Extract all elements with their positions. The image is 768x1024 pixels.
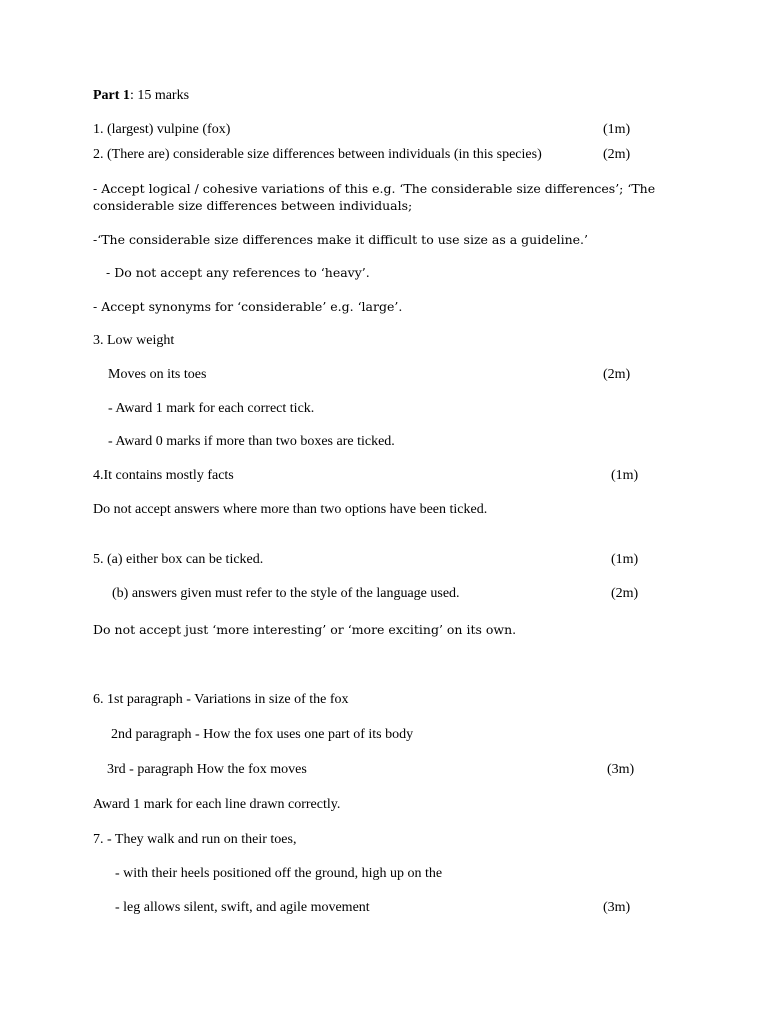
q5a-answer: 5. (a) either box can be ticked. <box>93 552 264 567</box>
q2-note-accept-line1: - Accept logical / cohesive variations of this e.g. ‘The considerable size differences’; ‘The <box>93 181 656 196</box>
q6-mark: (3m) <box>607 762 635 777</box>
part-heading <box>93 87 189 104</box>
q6-answer-line1: 6. 1st paragraph - Variations in size of the fox <box>93 692 349 707</box>
q7-answer-line2: - with their heels positioned off the ground, high up on the <box>115 866 443 881</box>
q6-note: Award 1 mark for each line drawn correctly. <box>93 797 341 812</box>
q3-answer-line2: Moves on its toes <box>108 367 207 382</box>
q1-mark: (1m) <box>603 122 631 137</box>
q5a-mark: (1m) <box>611 552 639 567</box>
q2-answer: 2. (There are) considerable size differences between individuals (in this species) <box>93 147 542 162</box>
q7-mark: (3m) <box>603 900 631 915</box>
q6-answer-line2: 2nd paragraph - How the fox uses one part of its body <box>111 727 414 742</box>
q4-answer: 4.It contains mostly facts <box>93 468 234 483</box>
q2-mark: (2m) <box>603 147 631 162</box>
q4-note: Do not accept answers where more than two options have been ticked. <box>93 502 488 517</box>
q2-note-accept-line2: considerable size differences between individuals; <box>93 198 413 213</box>
q1-answer: 1. (largest) vulpine (fox) <box>93 122 231 137</box>
q4-mark: (1m) <box>611 468 639 483</box>
q5-note: Do not accept just ‘more interesting’ or ‘more exciting’ on its own. <box>93 622 517 637</box>
q2-note-heavy: - Do not accept any references to ‘heavy’. <box>106 265 370 280</box>
q5b-mark: (2m) <box>611 586 639 601</box>
q7-answer-line3: - leg allows silent, swift, and agile movement <box>115 900 370 915</box>
q3-note-award-one: - Award 1 mark for each correct tick. <box>108 401 315 416</box>
q5b-answer: (b) answers given must refer to the style of the language used. <box>112 586 460 601</box>
q3-note-award-zero: - Award 0 marks if more than two boxes are ticked. <box>108 434 395 449</box>
part-heading-marks: : 15 marks <box>129 88 190 103</box>
q2-note-synonyms: - Accept synonyms for ‘considerable’ e.g. ‘large’. <box>93 299 403 314</box>
q2-note-guideline: -‘The considerable size differences make it difficult to use size as a guideline.’ <box>93 232 589 247</box>
part-heading-label: Part 1 <box>93 88 130 103</box>
q3-mark: (2m) <box>603 367 631 382</box>
q7-answer-line1: 7. - They walk and run on their toes, <box>93 832 297 847</box>
q6-answer-line3: 3rd - paragraph How the fox moves <box>107 762 307 777</box>
q3-answer-line1: 3. Low weight <box>93 333 175 348</box>
